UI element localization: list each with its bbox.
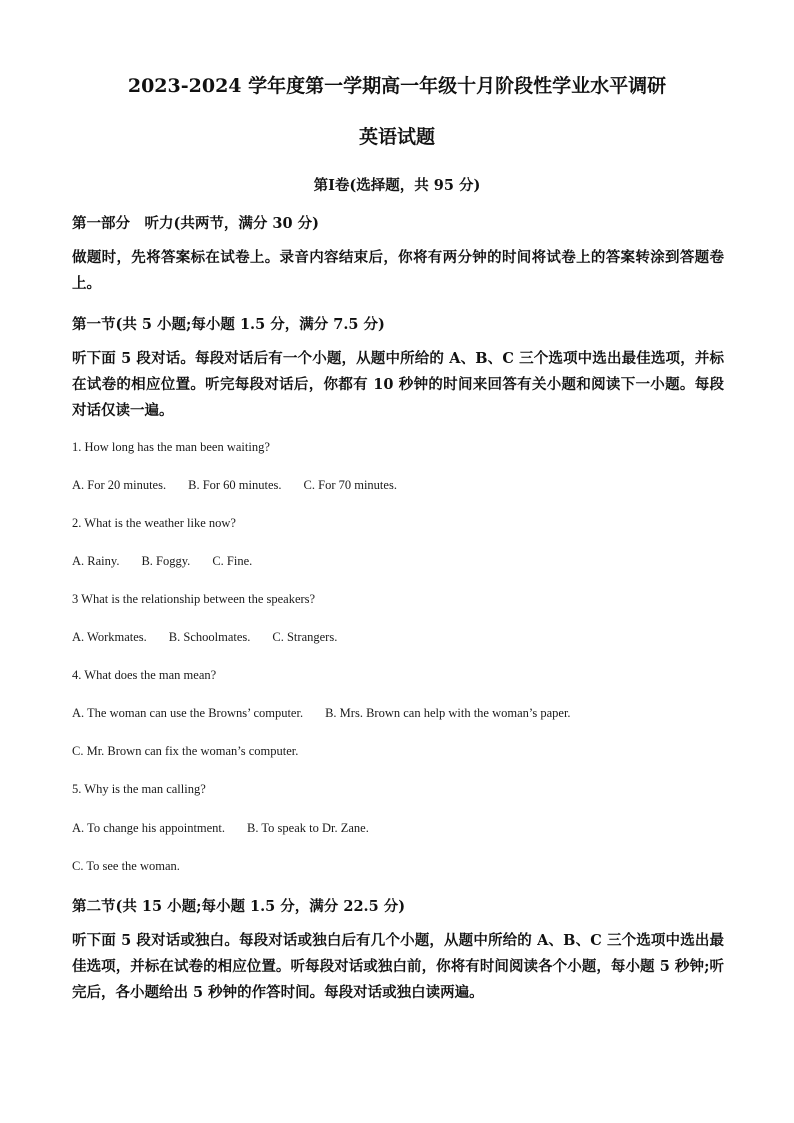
question-4-options — [72, 706, 593, 721]
section2-heading: 第二节(共 15 小题;每小题 1.5 分，满分 22.5 分) — [72, 898, 406, 915]
exam-title: 2023-2024 学年度第一学期高一年级十月阶段性学业水平调研 — [127, 75, 667, 97]
question-1-option-c: C. For 70 minutes. — [303, 478, 397, 492]
section1-instruction: 听下面 5 段对话。每段对话后有一个小题，从题中所给的 A、B、C 三个选项中选出最佳选项，并标在试卷的相应位置。听完每段对话后，你都有 10 秒钟的时间来回答有关小题和阅读下一小题。每段对话仅读一遍。 — [72, 350, 724, 419]
question-5-stem: 5. Why is the man calling? — [72, 782, 206, 796]
question-5-option-a: A. To change his appointment. — [72, 821, 226, 835]
question-5-options — [72, 821, 391, 836]
question-1-option-b: B. For 60 minutes. — [188, 478, 282, 492]
question-4-option-c: C. Mr. Brown can fix the woman’s computer. — [72, 744, 299, 758]
question-3-option-b: B. Schoolmates. — [168, 630, 251, 644]
question-3-option-a: A. Workmates. — [72, 630, 147, 644]
section1-heading: 第一节(共 5 小题;每小题 1.5 分，满分 7.5 分) — [72, 316, 385, 333]
question-2-option-a: A. Rainy. — [72, 554, 120, 568]
section2-instruction: 听下面 5 段对话或独白。每段对话或独白后有几个小题，从题中所给的 A、B、C 三个选项中选出最佳选项，并标在试卷的相应位置。听每段对话或独白前，你将有时间阅读各个小题，每小题 5 秒钟;听完后，各小题给出 5 秒钟的作答时间。每段对话或独白读两遍。 — [72, 932, 724, 1001]
question-3-option-c: C. Strangers. — [272, 630, 338, 644]
question-4-option-b: B. Mrs. Brown can help with the woman’s paper. — [325, 706, 571, 720]
question-2-option-b: B. Foggy. — [141, 554, 191, 568]
question-1-stem: 1. How long has the man been waiting? — [72, 440, 270, 454]
question-5-option-c: C. To see the woman. — [72, 859, 180, 873]
question-2-option-c: C. Fine. — [212, 554, 253, 568]
question-1-options — [72, 478, 419, 493]
question-5-option-b: B. To speak to Dr. Zane. — [247, 821, 369, 835]
question-3-stem: 3 What is the relationship between the speakers? — [72, 592, 316, 606]
question-2-options — [72, 554, 274, 569]
question-3-options — [72, 630, 359, 645]
part1-heading: 第一部分 听力(共两节，满分 30 分) — [72, 215, 319, 232]
part1-instruction: 做题时，先将答案标在试卷上。录音内容结束后，你将有两分钟的时间将试卷上的答案转涂到答题卷上。 — [72, 249, 724, 292]
question-2-stem: 2. What is the weather like now? — [72, 516, 236, 530]
question-4-option-a: A. The woman can use the Browns’ computer. — [72, 706, 304, 720]
question-1-option-a: A. For 20 minutes. — [72, 478, 167, 492]
volume-heading: 第Ⅰ卷(选择题，共 95 分) — [313, 177, 481, 194]
question-4-stem: 4. What does the man mean? — [72, 668, 217, 682]
exam-subtitle: 英语试题 — [358, 126, 435, 148]
